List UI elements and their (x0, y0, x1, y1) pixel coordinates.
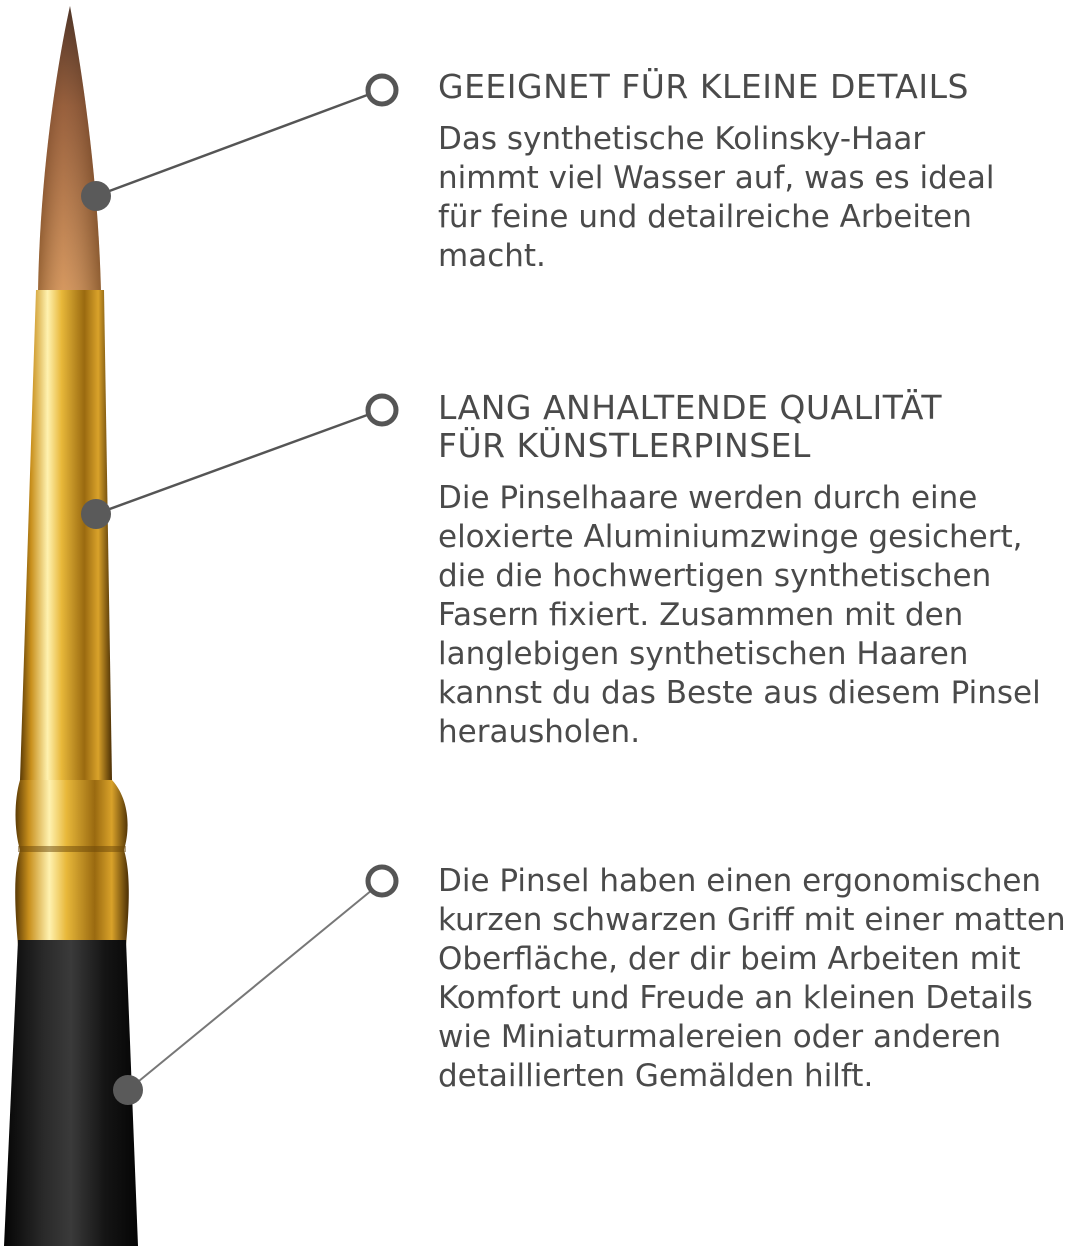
callout-connector-2 (81, 396, 396, 529)
feature-description: Die Pinsel haben einen ergonomischen kurzen schwarzen Griff mit einer matten Oberfläche, der dir beim Arbeiten mit Komfort und Freude an kleinen Details wie Miniaturmalereien oder anderen detaillierten Gemälden hilft. (438, 863, 1066, 1094)
feature-long-lasting-quality (438, 389, 1078, 752)
callout-connector-3 (113, 867, 396, 1105)
callout-ring-3 (368, 867, 396, 895)
brush-ferrule (15, 290, 129, 945)
callout-anchor-dot-2 (81, 499, 111, 529)
callout-ring-2 (368, 396, 396, 424)
feature-ergonomic-handle (438, 862, 1078, 1096)
feature-small-details (438, 68, 1078, 276)
callout-anchor-dot-3 (113, 1075, 143, 1105)
brush-bristles (38, 6, 101, 292)
callout-ring-1 (368, 76, 396, 104)
callout-anchor-dot-1 (81, 181, 111, 211)
feature-description: Das synthetische Kolinsky-Haar nimmt viel Wasser auf, was es ideal für feine und detailreiche Arbeiten macht. (438, 121, 995, 274)
callout-connector-1 (81, 76, 396, 211)
feature-heading: GEEIGNET FÜR KLEINE DETAILS (438, 67, 969, 106)
feature-heading: LANG ANHALTENDE QUALITÄT FÜR KÜNSTLERPINSEL (438, 388, 942, 465)
feature-description: Die Pinselhaare werden durch eine eloxierte Aluminiumzwinge gesichert, die die hochwertigen synthetischen Fasern fixiert. Zusammen mit den langlebigen synthetischen Haaren kannst du das Beste aus diesem Pinsel herausholen. (438, 480, 1041, 750)
